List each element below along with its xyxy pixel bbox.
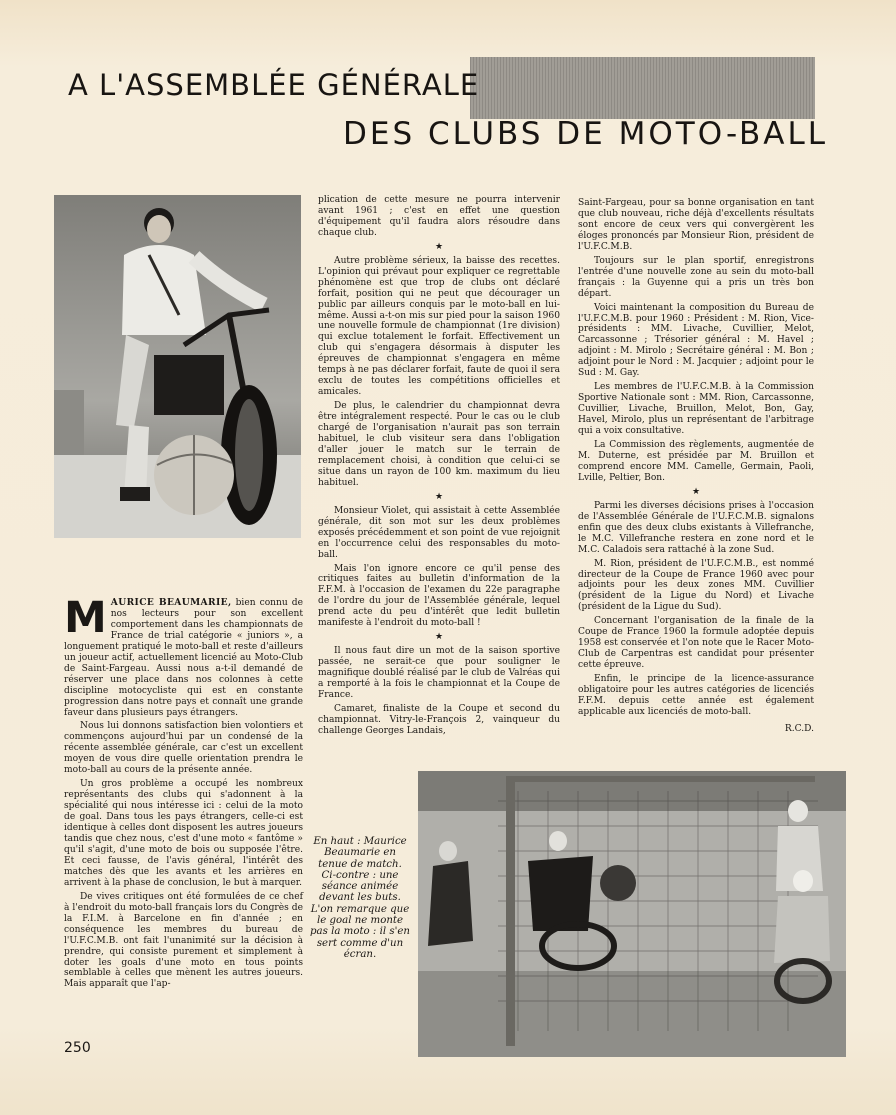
page-number: 250 bbox=[64, 1040, 91, 1056]
headline-line-2: DES CLUBS DE MOTO-BALL bbox=[343, 116, 829, 152]
paragraph: Nous lui donnons satisfaction bien volontiers et commençons aujourd'hui par un condensé de la récente assemblée générale, car c'est un excellent moyen de vous dire quelle orientation prendra le moto-ball au cours de la présente année. bbox=[64, 721, 303, 776]
paragraph: Monsieur Violet, qui assistait à cette Assemblée générale, dit son mot sur les deux problèmes exposés précédemment et son point de vue rejoignit en l'occurrence celui des responsables du moto-ball. bbox=[318, 505, 560, 560]
paragraph: Parmi les diverses décisions prises à l'occasion de l'Assemblée Générale de l'U.F.C.M.B. signalons enfin que des deux clubs existants à Villefranche, le M.C. Villefranche restera en zone nord et le M.C. Caladois sera rattaché à la zone Sud. bbox=[578, 500, 814, 555]
decorative-grey-band bbox=[470, 57, 815, 119]
caption-top: En haut : Maurice Beaumarie en tenue de match. bbox=[313, 836, 407, 870]
star-separator: ★ bbox=[434, 491, 444, 502]
paragraph: De vives critiques ont été formulées de ce chef à l'endroit du moto-ball français lors du Congrès de la F.I.M. à Barcelone en fin d'année ; en conséquence les membres du bureau de l'U.F.C.M.B. ont fait l'unanimité sur la décision à prendre, qui consiste purement et simplement à doter les goals d'une moto en tous points semblable à celles que mènent les autres joueurs. Mais apparaît que l'ap- bbox=[64, 891, 303, 990]
article-column-3 bbox=[578, 198, 814, 735]
paragraph: Voici maintenant la composition du Bureau de l'U.F.C.M.B. pour 1960 : Président : M. Rion, Vice-présidents : MM. Livache, Cuvillier, Melot, Carcassonne ; Trésorier général : M. Havel ; adjoint : M. Mirolo ; Secrétaire général : M. Bon ; adjoint pour le Nord : M. Jacquier ; adjoint pour le Sud : M. Gay. bbox=[578, 302, 814, 379]
drop-cap: M bbox=[64, 593, 107, 643]
paragraph: Autre problème sérieux, la baisse des recettes. L'opinion qui prévaut pour expliquer ce regrettable phénomène est que trop de clubs ont déclaré forfait, position qui ne peut que décourager un public par ailleurs conquis par le moto-ball en lui-même. Aussi a-t-on mis sur pied pour la saison 1960 une nouvelle formule de championnat (1re division) qui exclue totalement le forfait. Effectivement un club qui s'engagera désormais à disputer les épreuves de championnat s'engagera en même temps à ne pas déclarer forfait, faute de quoi il sera exclu de toutes les compétitions officielles et amicales. bbox=[318, 255, 560, 398]
photo-rider-on-motorcycle bbox=[54, 195, 301, 538]
photo-goal-scene bbox=[418, 771, 846, 1057]
paragraph: Camaret, finaliste de la Coupe et second du championnat. Vitry-le-François 2, vainqueur du challenge Georges Landais, bbox=[318, 703, 560, 736]
headline-line-1: A L'ASSEMBLÉE GÉNÉRALE bbox=[68, 68, 480, 102]
paragraph: Mais l'on ignore encore ce qu'il pense des critiques faites au bulletin d'information de la F.F.M. à l'occasion de l'examen du 22e paragraphe de l'ordre du jour de l'Assemblée générale, lequel prend acte du peu d'intérêt que ledit bulletin manifeste à l'endroit du moto-ball ! bbox=[318, 563, 560, 629]
star-separator: ★ bbox=[434, 632, 444, 643]
star-separator: ★ bbox=[691, 486, 701, 497]
paragraph: De plus, le calendrier du championnat devra être intégralement respecté. Pour le cas ou le club chargé de l'organisation n'aurait pas son terrain habituel, le club visiteur sera dans l'obligation d'aller jouer le match sur le terrain de remplacement choisi, à condition que celui-ci se situe dans un rayon de 100 km. maximum du lieu habituel. bbox=[318, 401, 560, 488]
paragraph: M. Rion, président de l'U.F.C.M.B., est nommé directeur de la Coupe de France 1960 avec pour adjoints pour les deux zones MM. Cuvillier (président de la Ligue du Nord) et Livache (président de la Ligue du Sud). bbox=[578, 558, 814, 613]
paragraph: Concernant l'organisation de la finale de la Coupe de France 1960 la formule adoptée depuis 1958 est conservée et l'on note que le Racer Moto-Club de Carpentras est candidat pour présenter cette épreuve. bbox=[578, 616, 814, 671]
article-column-1 bbox=[64, 593, 303, 993]
intro-paragraph bbox=[64, 593, 303, 718]
caption-bottom: Ci-contre : une séance animée devant les buts. L'on remarque que le goal ne monte pas la moto : il s'en sert comme d'un écran. bbox=[310, 869, 410, 960]
lead-name: AURICE BEAUMARIE, bbox=[110, 597, 232, 608]
paragraph: Un gros problème a occupé les nombreux représentants des clubs qui s'adonnent à la spécialité qui nous intéresse ici : celui de la moto de goal. Dans tous les pays étrangers, celle-ci est identique à celles dont disposent les autres joueurs tandis que chez nous, c'est d'une moto « fantôme » qu'il s'agit, d'une moto de bois ou supposée l'être. Et ceci fausse, de l'avis général, l'intérêt des matches dès que les avants et les arrières en arrivent à la phase de conclusion, le but à marquer. bbox=[64, 779, 303, 888]
article-column-2 bbox=[318, 195, 560, 740]
paragraph: plication de cette mesure ne pourra intervenir avant 1961 ; c'est en effet une question d'équipement qu'il faudra alors résoudre dans chaque club. bbox=[318, 195, 560, 238]
paragraph: Saint-Fargeau, pour sa bonne organisation en tant que club nouveau, riche déjà d'excellents résultats sont encore de ceux vers qui convergèrent les éloges prononcés par Monsieur Rion, président de l'U.F.C.M.B. bbox=[578, 198, 814, 252]
paragraph: Il nous faut dire un mot de la saison sportive passée, ne serait-ce que pour souligner le magnifique doublé réalisé par le club de Valréas qui a remporté à la fois le championnat et la Coupe de France. bbox=[318, 646, 560, 700]
star-separator: ★ bbox=[434, 241, 444, 252]
paragraph: La Commission des règlements, augmentée de M. Duterne, est présidée par M. Bruillon et comprend encore MM. Camelle, Germain, Paoli, Lville, Peltier, Bon. bbox=[578, 440, 814, 483]
paragraph: Toujours sur le plan sportif, enregistrons l'entrée d'une nouvelle zone au sein du moto-ball français : la Guyenne qui a pris un très bon départ. bbox=[578, 255, 814, 299]
photo-caption bbox=[310, 836, 410, 960]
author-signature: R.C.D. bbox=[784, 723, 814, 734]
paragraph: Les membres de l'U.F.C.M.B. à la Commission Sportive Nationale sont : MM. Rion, Carcassonne, Cuvillier, Livache, Bruillon, Melot, Bon, Gay, Havel, Mirolo, plus un représentant de l'arbitrage qui a voix consultative. bbox=[578, 382, 814, 437]
paragraph: Enfin, le principe de la licence-assurance obligatoire pour les autres catégories de licenciés F.F.M. depuis cette année est également applicable aux licenciés de moto-ball. bbox=[578, 674, 814, 717]
paragraph-text: bien connu de nos lecteurs pour son excellent comportement dans les championnats de France de trial catégorie « juniors », a longuement pratiqué le moto-ball et reste d'ailleurs un joueur actif, actuellement licencié au Moto-Club de Saint-Fargeau. Aussi nous a-t-il demandé de réserver une place dans nos colonnes à cette discipline motocycliste qui est en constante progression dans notre pays et connaît une grande faveur dans plusieurs pays étrangers. bbox=[64, 598, 303, 718]
